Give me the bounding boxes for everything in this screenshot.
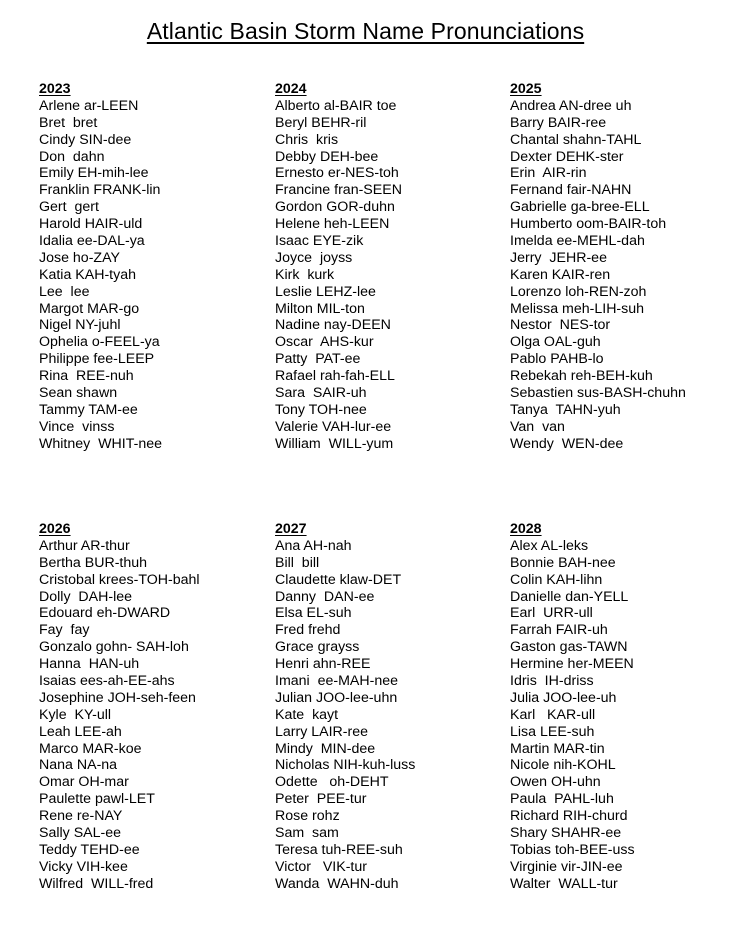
document-title: Atlantic Basin Storm Name Pronunciations bbox=[146, 18, 585, 44]
storm-name-entry: Franklin FRANK-lin bbox=[39, 182, 161, 199]
storm-name-entry: Richard RIH-churd bbox=[510, 808, 628, 825]
storm-name-entry: Wilfred WILL-fred bbox=[39, 875, 154, 892]
storm-name-entry: Idalia ee-DAL-ya bbox=[39, 233, 145, 250]
storm-name-entry: William WILL-yum bbox=[275, 435, 394, 452]
storm-name-entry: Valerie VAH-lur-ee bbox=[275, 418, 392, 435]
storm-name-entry: Tanya TAHN-yuh bbox=[510, 401, 621, 418]
storm-name-entry: Sean shawn bbox=[39, 385, 118, 402]
name-list bbox=[275, 98, 505, 453]
storm-name-entry: Milton MIL-ton bbox=[275, 300, 365, 317]
storm-name-entry: Hermine her-MEEN bbox=[510, 656, 634, 673]
storm-name-entry: Tony TOH-nee bbox=[275, 401, 367, 418]
storm-name-entry: Chris kris bbox=[275, 131, 339, 148]
storm-name-entry: Lorenzo loh-REN-zoh bbox=[510, 283, 647, 300]
storm-name-entry: Patty PAT-ee bbox=[275, 351, 361, 368]
storm-name-entry: Julia JOO-lee-uh bbox=[510, 689, 617, 706]
storm-name-entry: Vince vinss bbox=[39, 418, 115, 435]
storm-name-entry: Bonnie BAH-nee bbox=[510, 554, 616, 571]
year-heading: 2026 bbox=[39, 521, 71, 537]
storm-name-entry: Cindy SIN-dee bbox=[39, 131, 132, 148]
year-block-2024 bbox=[275, 81, 505, 453]
year-heading: 2024 bbox=[275, 81, 307, 97]
name-list bbox=[275, 538, 505, 893]
storm-name-entry: Omar OH-mar bbox=[39, 774, 129, 791]
storm-name-entry: Fay fay bbox=[39, 622, 90, 639]
storm-name-entry: Nicole nih-KOHL bbox=[510, 757, 616, 774]
storm-name-entry: Joyce joyss bbox=[275, 249, 353, 266]
storm-name-entry: Grace grayss bbox=[275, 639, 360, 656]
storm-name-entry: Vicky VIH-kee bbox=[39, 858, 128, 875]
storm-name-entry: Chantal shahn-TAHL bbox=[510, 131, 642, 148]
storm-name-entry: Teddy TEHD-ee bbox=[39, 841, 140, 858]
storm-name-entry: Nadine nay-DEEN bbox=[275, 317, 391, 334]
storm-name-entry: Ernesto er-NES-toh bbox=[275, 165, 399, 182]
storm-name-entry: Peter PEE-tur bbox=[275, 791, 367, 808]
storm-name-entry: Whitney WHIT-nee bbox=[39, 435, 162, 452]
storm-name-entry: Owen OH-uhn bbox=[510, 774, 601, 791]
year-block-2027 bbox=[275, 521, 505, 893]
storm-name-entry: Earl URR-ull bbox=[510, 605, 593, 622]
storm-name-entry: Danny DAN-ee bbox=[275, 588, 375, 605]
storm-name-entry: Katia KAH-tyah bbox=[39, 266, 136, 283]
year-block-2025 bbox=[510, 81, 731, 453]
storm-name-entry: Gordon GOR-duhn bbox=[275, 199, 395, 216]
storm-name-entry: Andrea AN-dree uh bbox=[510, 97, 632, 114]
storm-name-entry: Cristobal krees-TOH-bahl bbox=[39, 571, 200, 588]
storm-name-entry: Ophelia o-FEEL-ya bbox=[39, 334, 160, 351]
name-list bbox=[39, 538, 269, 893]
storm-name-entry: Emily EH-mih-lee bbox=[39, 165, 149, 182]
storm-name-entry: Kirk kurk bbox=[275, 266, 335, 283]
storm-name-entry: Leslie LEHZ-lee bbox=[275, 283, 376, 300]
storm-name-entry: Debby DEH-bee bbox=[275, 148, 379, 165]
storm-name-entry: Karen KAIR-ren bbox=[510, 266, 611, 283]
storm-name-entry: Imelda ee-MEHL-dah bbox=[510, 233, 645, 250]
storm-name-entry: Arlene ar-LEEN bbox=[39, 97, 139, 114]
storm-name-entry: Farrah FAIR-uh bbox=[510, 622, 608, 639]
storm-name-entry: Sam sam bbox=[275, 825, 339, 842]
storm-name-entry: Olga OAL-guh bbox=[510, 334, 601, 351]
storm-name-entry: Gaston gas-TAWN bbox=[510, 639, 628, 656]
storm-name-entry: Jerry JEHR-ee bbox=[510, 249, 607, 266]
storm-name-entry: Dexter DEHK-ster bbox=[510, 148, 624, 165]
storm-name-entry: Julian JOO-lee-uhn bbox=[275, 689, 398, 706]
storm-name-entry: Ana AH-nah bbox=[275, 537, 352, 554]
storm-name-entry: Kyle KY-ull bbox=[39, 706, 112, 723]
storm-name-entry: Karl KAR-ull bbox=[510, 706, 596, 723]
storm-name-entry: Rafael rah-fah-ELL bbox=[275, 368, 395, 385]
year-heading: 2027 bbox=[275, 521, 307, 537]
year-block-2023 bbox=[39, 81, 269, 453]
storm-name-entry: Martin MAR-tin bbox=[510, 740, 605, 757]
storm-name-entry: Arthur AR-thur bbox=[39, 537, 130, 554]
storm-name-entry: Claudette klaw-DET bbox=[275, 571, 402, 588]
storm-name-entry: Idris IH-driss bbox=[510, 673, 594, 690]
storm-name-entry: Elsa EL-suh bbox=[275, 605, 352, 622]
storm-name-entry: Beryl BEHR-ril bbox=[275, 114, 367, 131]
storm-name-entry: Nicholas NIH-kuh-luss bbox=[275, 757, 416, 774]
name-list bbox=[510, 538, 731, 893]
storm-name-entry: Gonzalo gohn- SAH-loh bbox=[39, 639, 189, 656]
storm-name-entry: Hanna HAN-uh bbox=[39, 656, 140, 673]
storm-name-entry: Bill bill bbox=[275, 554, 320, 571]
storm-name-entry: Leah LEE-ah bbox=[39, 723, 122, 740]
storm-name-entry: Isaac EYE-zik bbox=[275, 233, 364, 250]
storm-name-entry: Isaias ees-ah-EE-ahs bbox=[39, 673, 175, 690]
storm-name-entry: Paula PAHL-luh bbox=[510, 791, 614, 808]
storm-name-entry: Bret bret bbox=[39, 114, 98, 131]
storm-name-entry: Lisa LEE-suh bbox=[510, 723, 595, 740]
storm-name-entry: Humberto oom-BAIR-toh bbox=[510, 216, 667, 233]
storm-name-entry: Rene re-NAY bbox=[39, 808, 123, 825]
storm-name-entry: Sally SAL-ee bbox=[39, 825, 122, 842]
storm-name-entry: Josephine JOH-seh-feen bbox=[39, 689, 196, 706]
storm-name-entry: Nana NA-na bbox=[39, 757, 118, 774]
storm-name-entry: Lee lee bbox=[39, 283, 90, 300]
storm-name-entry: Walter WALL-tur bbox=[510, 875, 618, 892]
storm-name-entry: Don dahn bbox=[39, 148, 105, 165]
storm-name-entry: Philippe fee-LEEP bbox=[39, 351, 155, 368]
storm-name-entry: Van van bbox=[510, 418, 565, 435]
storm-name-entry: Tobias toh-BEE-uss bbox=[510, 841, 635, 858]
name-list bbox=[510, 98, 731, 453]
storm-name-entry: Sara SAIR-uh bbox=[275, 385, 367, 402]
year-block-2028 bbox=[510, 521, 731, 893]
storm-name-entry: Wanda WAHN-duh bbox=[275, 875, 399, 892]
storm-name-entry: Imani ee-MAH-nee bbox=[275, 673, 399, 690]
storm-name-entry: Tammy TAM-ee bbox=[39, 401, 138, 418]
storm-name-entry: Paulette pawl-LET bbox=[39, 791, 155, 808]
storm-name-entry: Pablo PAHB-lo bbox=[510, 351, 604, 368]
year-block-2026 bbox=[39, 521, 269, 893]
storm-name-entry: Virginie vir-JIN-ee bbox=[510, 858, 623, 875]
storm-name-entry: Bertha BUR-thuh bbox=[39, 554, 148, 571]
storm-name-entry: Oscar AHS-kur bbox=[275, 334, 374, 351]
storm-name-entry: Gert gert bbox=[39, 199, 99, 216]
storm-name-entry: Edouard eh-DWARD bbox=[39, 605, 171, 622]
storm-name-entry: Larry LAIR-ree bbox=[275, 723, 369, 740]
storm-name-entry: Fernand fair-NAHN bbox=[510, 182, 632, 199]
storm-name-entry: Sebastien sus-BASH-chuhn bbox=[510, 385, 686, 402]
name-list bbox=[39, 98, 269, 453]
year-heading: 2023 bbox=[39, 81, 71, 97]
storm-name-entry: Danielle dan-YELL bbox=[510, 588, 629, 605]
storm-name-entry: Jose ho-ZAY bbox=[39, 249, 120, 266]
storm-name-entry: Shary SHAHR-ee bbox=[510, 825, 622, 842]
storm-name-entry: Teresa tuh-REE-suh bbox=[275, 841, 403, 858]
storm-name-entry: Victor VIK-tur bbox=[275, 858, 367, 875]
storm-name-entry: Gabrielle ga-bree-ELL bbox=[510, 199, 650, 216]
storm-name-entry: Alex AL-leks bbox=[510, 537, 589, 554]
storm-name-entry: Erin AIR-rin bbox=[510, 165, 587, 182]
storm-name-entry: Dolly DAH-lee bbox=[39, 588, 133, 605]
storm-name-entry: Helene heh-LEEN bbox=[275, 216, 390, 233]
storm-name-entry: Kate kayt bbox=[275, 706, 339, 723]
storm-name-entry: Wendy WEN-dee bbox=[510, 435, 624, 452]
storm-name-entry: Harold HAIR-uld bbox=[39, 216, 143, 233]
storm-name-entry: Melissa meh-LIH-suh bbox=[510, 300, 645, 317]
storm-name-entry: Nestor NES-tor bbox=[510, 317, 611, 334]
storm-name-entry: Nigel NY-juhl bbox=[39, 317, 121, 334]
storm-name-entry: Fred frehd bbox=[275, 622, 341, 639]
storm-name-entry: Henri ahn-REE bbox=[275, 656, 371, 673]
storm-name-entry: Colin KAH-lihn bbox=[510, 571, 603, 588]
storm-name-entry: Alberto al-BAIR toe bbox=[275, 97, 397, 114]
storm-name-entry: Francine fran-SEEN bbox=[275, 182, 402, 199]
storm-name-entry: Marco MAR-koe bbox=[39, 740, 142, 757]
storm-name-entry: Odette oh-DEHT bbox=[275, 774, 389, 791]
storm-name-entry: Rose rohz bbox=[275, 808, 340, 825]
storm-name-entry: Mindy MIN-dee bbox=[275, 740, 376, 757]
storm-name-entry: Rina REE-nuh bbox=[39, 368, 134, 385]
storm-name-entry: Rebekah reh-BEH-kuh bbox=[510, 368, 653, 385]
storm-name-entry: Barry BAIR-ree bbox=[510, 114, 607, 131]
year-heading: 2028 bbox=[510, 521, 542, 537]
storm-name-entry: Margot MAR-go bbox=[39, 300, 140, 317]
year-heading: 2025 bbox=[510, 81, 542, 97]
